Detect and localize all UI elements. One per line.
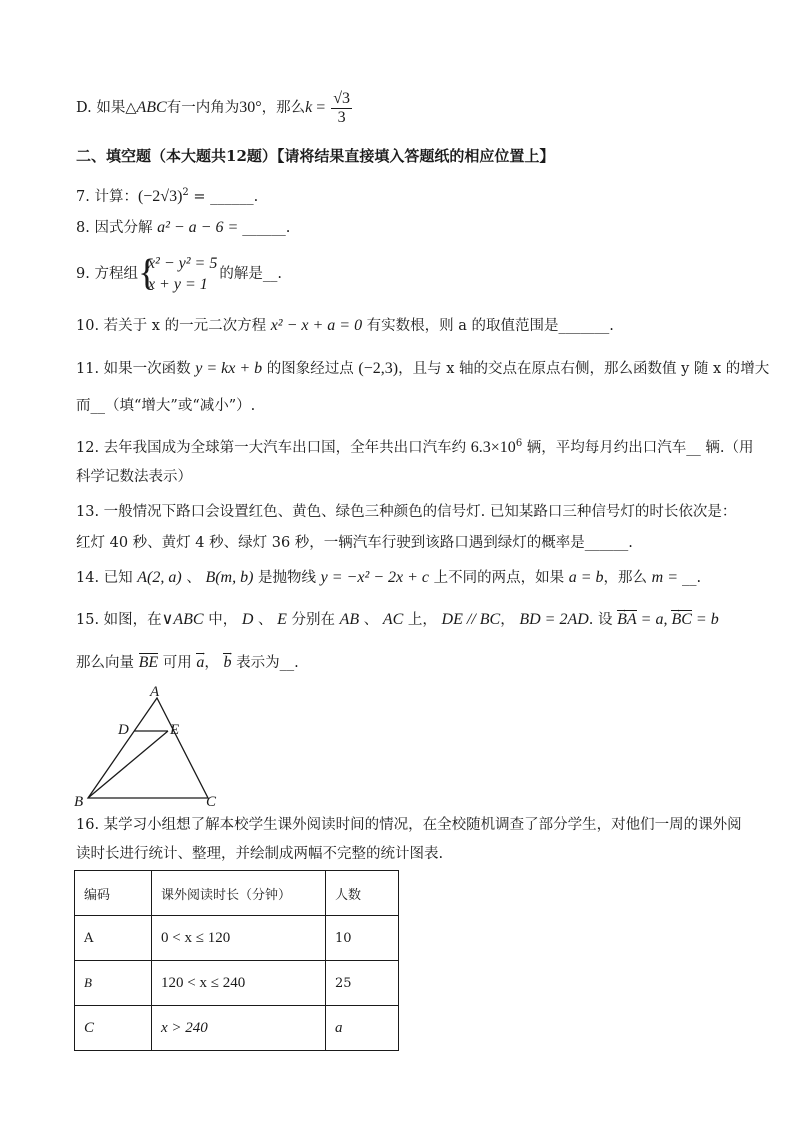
question-9 bbox=[76, 253, 282, 295]
q15-text-e: 、 bbox=[359, 612, 383, 628]
q14-condition: a = b bbox=[568, 569, 604, 586]
angle-value: 30° bbox=[239, 99, 262, 116]
question-13-line-1: 13. 一般情况下路口会设置红色、黄色、绿色三种颜色的信号灯. 已知某路口三种信号灯的时长依次是： bbox=[76, 504, 737, 520]
q12-label: 12. 去年我国成为全球第一大汽车出口国，全年共出口汽车约 bbox=[76, 439, 471, 456]
header-code: 编码 bbox=[75, 871, 152, 916]
label-e: E bbox=[170, 722, 180, 738]
q15-point-d: D bbox=[241, 611, 254, 628]
q15-parallel: DE // BC bbox=[441, 611, 501, 628]
label-b: B bbox=[74, 794, 84, 810]
table-header-row bbox=[75, 871, 399, 916]
q8-blank: ______. bbox=[242, 220, 291, 236]
question-8 bbox=[76, 218, 290, 238]
q15-text-d: 分别在 bbox=[286, 612, 340, 628]
q11-text-b: 的图象经过点 bbox=[262, 361, 359, 377]
q15-text-h: . 设 bbox=[588, 612, 618, 628]
equation-2: x + y = 1 bbox=[147, 276, 208, 293]
q15-eq-a: = a, bbox=[636, 611, 672, 628]
equation-system bbox=[138, 253, 217, 295]
cell-count: 10 bbox=[326, 916, 399, 961]
question-16-line-2: 读时长进行统计、整理，并绘制成两幅不完整的统计图表. bbox=[76, 846, 444, 862]
triangle-abc: ABC bbox=[136, 99, 167, 116]
question-10 bbox=[76, 316, 614, 336]
question-11-line-1 bbox=[76, 359, 769, 379]
header-count: 人数 bbox=[326, 871, 399, 916]
q15-line2-d: 表示为__. bbox=[231, 655, 299, 671]
vector-a: a → bbox=[196, 653, 204, 673]
cell-code: A bbox=[75, 916, 152, 961]
q15-text-g: ， bbox=[500, 612, 520, 628]
q11-function: y = kx + b bbox=[195, 360, 263, 377]
question-16-line-1: 16. 某学习小组想了解本校学生课外阅读时间的情况，在全校随机调查了部分学生，对他们一周的课外阅 bbox=[76, 817, 742, 833]
fraction-numerator: √3 bbox=[333, 89, 351, 107]
equation-1: x² − y² = 5 bbox=[147, 255, 218, 272]
q9-blank: 的解是__. bbox=[219, 266, 282, 282]
question-11-line-2: 而__（填“增大”或“减小”）. bbox=[76, 398, 256, 414]
question-7 bbox=[76, 183, 258, 207]
q7-label: 7. 计算： bbox=[76, 188, 138, 205]
option-d-then: ，那么 bbox=[261, 100, 306, 116]
q15-line2-a: 那么向量 bbox=[76, 655, 139, 671]
q9-label: 9. 方程组 bbox=[76, 266, 138, 282]
cell-count: 25 bbox=[326, 961, 399, 1006]
question-12-line-1 bbox=[76, 434, 754, 458]
q15-line2-b: 可用 bbox=[158, 655, 197, 671]
q14-text-d: ，那么 bbox=[603, 570, 652, 586]
triangle-figure bbox=[70, 684, 230, 810]
cell-count: a bbox=[326, 1006, 399, 1051]
q15-triangle: ∨ABC bbox=[161, 611, 204, 628]
vector-b: b → bbox=[223, 653, 231, 673]
header-duration: 课外阅读时长（分钟） bbox=[152, 871, 326, 916]
q15-label: 15. 如图，在 bbox=[76, 612, 162, 628]
table-row bbox=[75, 1006, 399, 1051]
q11-text-c: ，且与 x 轴的交点在原点右侧，那么函数值 y 随 x 的增大 bbox=[398, 361, 770, 377]
q8-expression: a² − a − 6 = bbox=[157, 219, 243, 236]
q10-label: 10. 若关于 x 的一元二次方程 bbox=[76, 318, 271, 334]
question-14 bbox=[76, 568, 701, 588]
q10-equation: x² − x + a = 0 bbox=[270, 317, 363, 334]
q10-blank: 有实数根，则 a 的取值范围是_______. bbox=[362, 318, 614, 334]
q14-m: m = bbox=[651, 569, 683, 586]
option-d-prefix: D. 如果△ bbox=[76, 100, 137, 116]
label-c: C bbox=[206, 794, 217, 810]
cell-duration: 120 < x ≤ 240 bbox=[152, 961, 326, 1006]
q15-side-ab: AB bbox=[339, 611, 360, 628]
q15-ratio: BD = 2AD bbox=[519, 611, 589, 628]
q15-side-ac: AC bbox=[382, 611, 404, 628]
reading-time-table bbox=[74, 870, 399, 1051]
option-d bbox=[76, 88, 354, 128]
q15-eq-b: = b bbox=[691, 611, 719, 628]
cell-duration: 0 < x ≤ 120 bbox=[152, 916, 326, 961]
brace-icon: { bbox=[137, 252, 157, 294]
section-heading: 二、填空题（本大题共12题）【请将结果直接填入答题纸的相应位置上】 bbox=[76, 147, 555, 165]
point-a: A(2, a) bbox=[137, 569, 182, 586]
q14-text-b: 是抛物线 bbox=[253, 570, 321, 586]
q15-text-c: 、 bbox=[253, 612, 278, 628]
q14-parabola: y = −x² − 2x + c bbox=[320, 569, 430, 586]
table-row bbox=[75, 916, 399, 961]
q7-expression: (−2√3) bbox=[137, 187, 183, 205]
q11-point: (−2,3) bbox=[358, 360, 399, 377]
q14-text-c: 上不同的两点，如果 bbox=[429, 570, 569, 586]
label-d: D bbox=[118, 722, 129, 738]
q7-exponent: 2 bbox=[182, 187, 189, 198]
equals-sign: = bbox=[312, 99, 330, 116]
point-b: B(m, b) bbox=[205, 569, 254, 586]
question-15-line-1 bbox=[76, 610, 719, 630]
question-15-line-2 bbox=[76, 653, 299, 673]
q15-point-e: E bbox=[277, 611, 287, 628]
q11-label: 11. 如果一次函数 bbox=[76, 361, 196, 377]
option-d-middle: 有一内角为 bbox=[166, 100, 240, 116]
q15-text-f: 上， bbox=[403, 612, 442, 628]
q15-text-b: 中， bbox=[203, 612, 242, 628]
fraction-sqrt3-over-3 bbox=[331, 90, 352, 127]
cell-code: C bbox=[75, 1006, 152, 1051]
q14-label: 14. 已知 bbox=[76, 570, 138, 586]
label-a: A bbox=[150, 684, 160, 700]
q14-separator: 、 bbox=[181, 570, 206, 586]
q15-line2-c: ， bbox=[204, 655, 224, 671]
q14-blank: __. bbox=[682, 570, 702, 586]
question-13-line-2: 红灯 40 秒、黄灯 4 秒、绿灯 36 秒，一辆汽车行驶到该路口遇到绿灯的概率是______. bbox=[76, 535, 633, 551]
vector-be: BE bbox=[138, 654, 159, 671]
q12-number: 6.3×10 bbox=[470, 438, 516, 456]
fraction-denominator: 3 bbox=[337, 108, 346, 126]
q7-blank: = ______. bbox=[188, 188, 259, 205]
table-row bbox=[75, 961, 399, 1006]
question-12-line-2: 科学记数法表示） bbox=[76, 469, 192, 485]
vector-ba: BA → bbox=[617, 610, 637, 630]
q12-text-b: 辆，平均每月约出口汽车__ 辆.（用 bbox=[522, 439, 754, 456]
cell-code: B bbox=[75, 961, 152, 1006]
cell-duration: x > 240 bbox=[152, 1006, 326, 1051]
vector-bc: BC → bbox=[671, 610, 691, 630]
k-symbol: k bbox=[305, 99, 313, 116]
q8-label: 8. 因式分解 bbox=[76, 220, 158, 236]
q12-exponent: 6 bbox=[515, 438, 523, 449]
